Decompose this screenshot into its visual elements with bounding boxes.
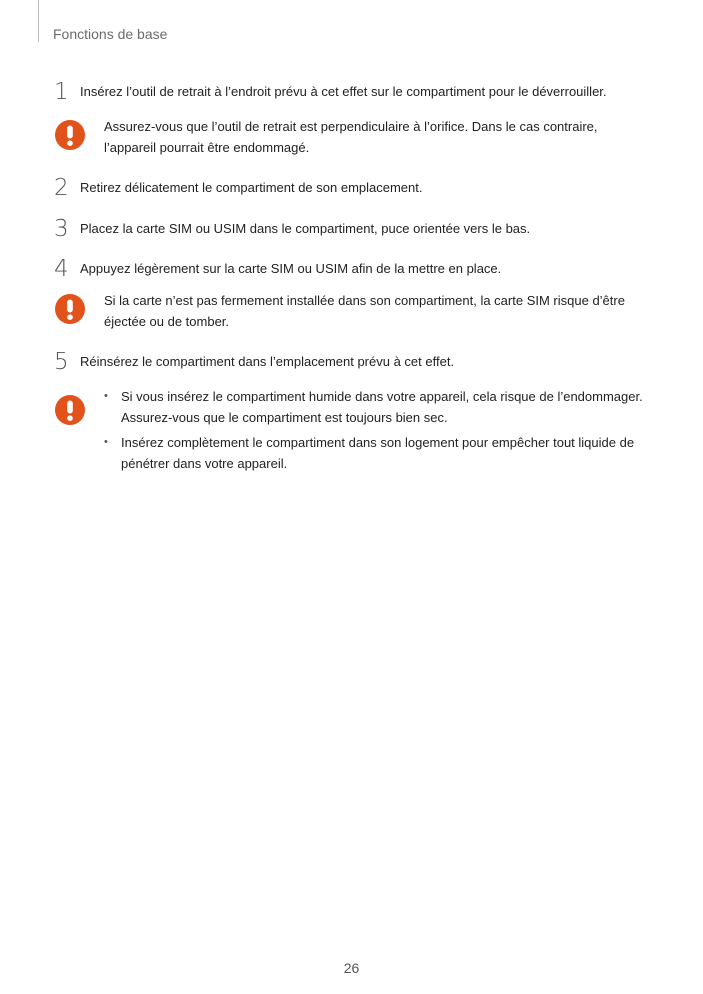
bullet-text: Si vous insérez le compartiment humide dans votre appareil, cela risque de l’endommager. Assurez-vous que le compartiment est toujours bien sec. xyxy=(121,389,643,425)
page-header-title: Fonctions de base xyxy=(53,26,168,42)
caution-icon xyxy=(54,119,86,151)
step-3 xyxy=(54,217,530,241)
step-number: 5 xyxy=(54,349,69,375)
step-text: Placez la carte SIM ou USIM dans le compartiment, puce orientée vers le bas. xyxy=(80,221,531,236)
caution-bullet-list xyxy=(104,386,644,478)
caution-note-1 xyxy=(54,116,644,158)
page-number: 26 xyxy=(343,960,360,976)
step-2 xyxy=(54,176,423,200)
step-number: 2 xyxy=(54,175,69,201)
caution-text: Si la carte n’est pas fermement installée dans son compartiment, la carte SIM risque d’être éjectée ou de tomber. xyxy=(104,293,625,329)
caution-note-3 xyxy=(54,386,644,478)
step-number: 3 xyxy=(54,216,69,242)
header-divider xyxy=(38,0,39,42)
step-text: Réinsérez le compartiment dans l’emplacement prévu à cet effet. xyxy=(80,354,455,369)
step-1 xyxy=(54,80,607,104)
step-text: Insérez l’outil de retrait à l’endroit prévu à cet effet sur le compartiment pour le déverrouiller. xyxy=(80,84,607,99)
bullet-item xyxy=(104,432,644,474)
step-5 xyxy=(54,350,454,374)
bullet-dot: • xyxy=(104,436,108,448)
caution-icon xyxy=(54,394,86,426)
step-text: Appuyez légèrement sur la carte SIM ou USIM afin de la mettre en place. xyxy=(80,261,502,276)
step-text: Retirez délicatement le compartiment de son emplacement. xyxy=(80,180,423,195)
bullet-item xyxy=(104,386,644,428)
step-4 xyxy=(54,257,501,281)
caution-icon xyxy=(54,293,86,325)
caution-text: Assurez-vous que l’outil de retrait est perpendiculaire à l’orifice. Dans le cas contraire, l’appareil pourrait être endommagé. xyxy=(104,119,598,155)
step-number: 1 xyxy=(54,79,69,105)
caution-note-2 xyxy=(54,290,644,332)
bullet-dot: • xyxy=(104,390,108,402)
bullet-text: Insérez complètement le compartiment dans son logement pour empêcher tout liquide de pénétrer dans votre appareil. xyxy=(121,435,635,471)
step-number: 4 xyxy=(54,256,69,282)
